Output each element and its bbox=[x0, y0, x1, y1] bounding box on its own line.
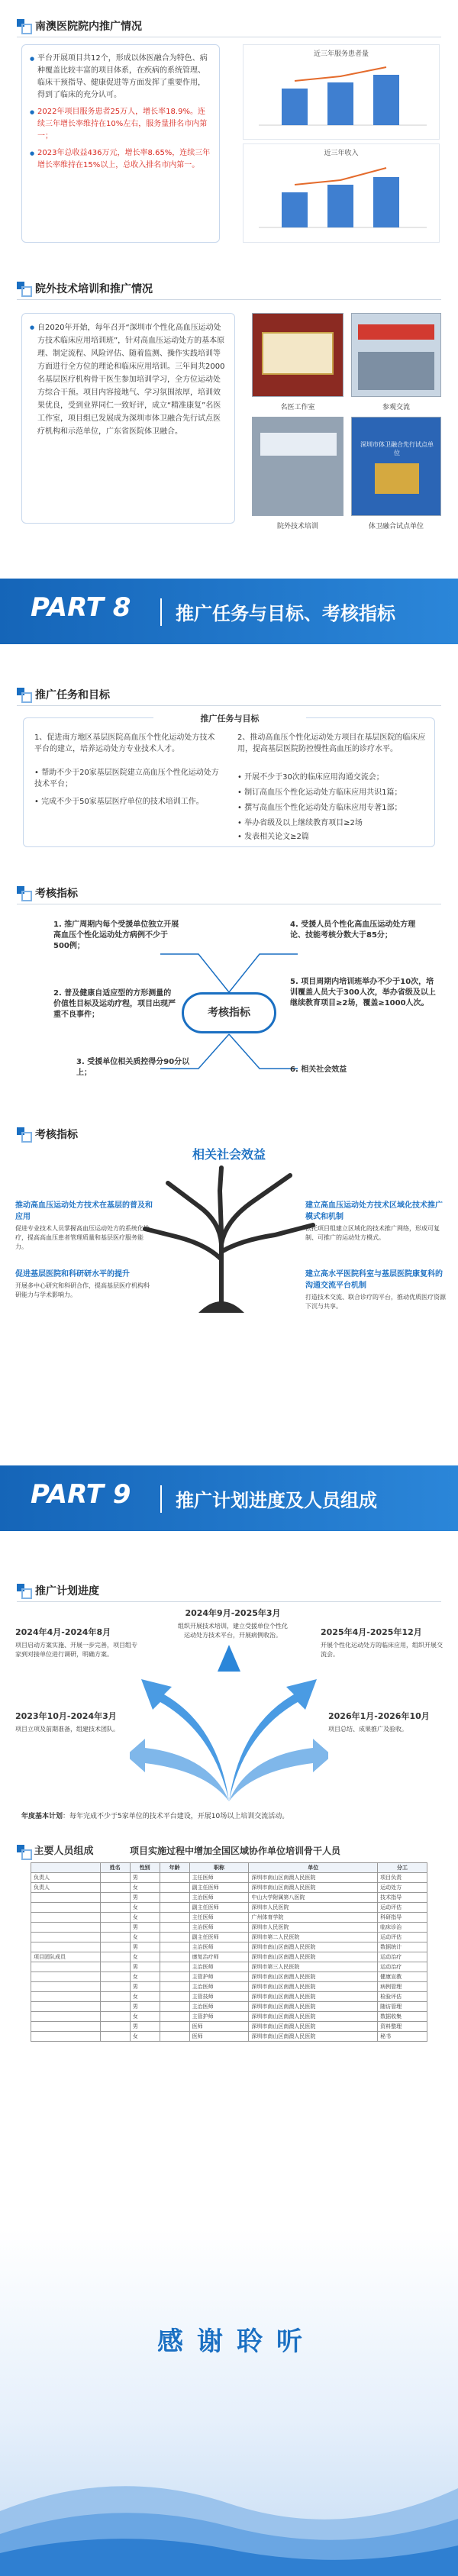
task-box bbox=[23, 714, 435, 847]
table-cell: 男 bbox=[130, 1923, 160, 1933]
task-right-b5-text: 发表相关论文≥2篇 bbox=[244, 833, 309, 841]
part-title: 推广计划进度及人员组成 bbox=[176, 1490, 377, 1511]
annual-plan bbox=[21, 1812, 441, 1822]
chart-patients bbox=[243, 44, 440, 140]
table-row bbox=[31, 1883, 427, 1893]
table-cell: 副主任医师 bbox=[189, 1933, 249, 1942]
plan-date: 2024年4月-2024年8月 bbox=[15, 1627, 111, 1637]
eval-item-5-text: 5. 项目周期内培训班举办不少于10次，培训覆盖人员大于300人次，举办省级及以上继续教育项目≥2场，覆盖≥1000人次。 bbox=[290, 978, 436, 1008]
section-title-task bbox=[17, 687, 110, 702]
table-cell bbox=[31, 2002, 101, 2012]
staff-header-cell: 单位 bbox=[249, 1863, 378, 1873]
table-cell: 主治医师 bbox=[189, 1923, 249, 1933]
closing-background bbox=[0, 2229, 458, 2576]
section-square-icon bbox=[17, 1584, 31, 1598]
table-cell bbox=[160, 1962, 189, 1972]
part-number: PART 8 bbox=[31, 592, 131, 623]
banner-divider bbox=[160, 598, 162, 626]
bar bbox=[327, 82, 353, 125]
table-cell: 副主任医师 bbox=[189, 1883, 249, 1893]
staff-header-cell bbox=[31, 1863, 101, 1873]
table-cell bbox=[100, 1972, 130, 1982]
table-cell bbox=[31, 1992, 101, 2002]
chart-title: 近三年收入 bbox=[324, 150, 359, 157]
table-cell: 运动评估 bbox=[378, 1903, 427, 1913]
table-cell bbox=[160, 1952, 189, 1962]
section-title-text: 院外技术培训和推广情况 bbox=[35, 283, 153, 295]
table-cell: 主管护师 bbox=[189, 1972, 249, 1982]
table-cell: 病例管理 bbox=[378, 1982, 427, 1992]
plan-text: 项目总结、成果推广及验收。 bbox=[328, 1726, 408, 1733]
table-cell: 女 bbox=[130, 1913, 160, 1923]
plan-date: 2025年4月-2025年12月 bbox=[321, 1627, 422, 1637]
stat-bullet-3: ● 2023年总收益436万元，增长率8.65%，连续三年增长率维持在15%以上，总收入排名市内第一。 bbox=[30, 147, 211, 172]
table-cell bbox=[100, 1933, 130, 1942]
plan-step-4 bbox=[15, 1710, 130, 1734]
table-row bbox=[31, 2032, 427, 2042]
plan-text: 项目立项及前期准备，组建技术团队。 bbox=[15, 1726, 119, 1733]
table-cell bbox=[100, 1913, 130, 1923]
part-number: PART 9 bbox=[31, 1479, 131, 1510]
table-cell: 运动治疗 bbox=[378, 1962, 427, 1972]
table-cell bbox=[160, 2002, 189, 2012]
table-cell: 中山大学附属第八医院 bbox=[249, 1893, 378, 1903]
annual-label: 年度基本计划 bbox=[21, 1813, 63, 1820]
table-cell: 数据收集 bbox=[378, 2012, 427, 2022]
table-cell: 随访管理 bbox=[378, 2002, 427, 2012]
benefit-right-2 bbox=[305, 1267, 447, 1311]
table-row bbox=[31, 1893, 427, 1903]
table-cell bbox=[100, 1942, 130, 1952]
photo-caption: 院外技术培训 bbox=[276, 523, 318, 530]
table-cell: 运动处方 bbox=[378, 1883, 427, 1893]
task-right-b4: • 举办省级及以上继续教育项目≥2场 bbox=[237, 819, 363, 827]
divider bbox=[17, 299, 441, 300]
benefit-text: 开展多中心研究和科研合作，提高基层医疗机构科研能力与学术影响力。 bbox=[15, 1282, 150, 1298]
section-title-text: 考核指标 bbox=[35, 888, 78, 900]
table-cell bbox=[100, 2032, 130, 2042]
table-cell: 数据统计 bbox=[378, 1942, 427, 1952]
plaque bbox=[262, 332, 334, 375]
table-row bbox=[31, 2002, 427, 2012]
table-cell bbox=[31, 1913, 101, 1923]
bar bbox=[373, 177, 399, 227]
task-right-b3: • 撰写高血压个性化运动处方临床应用专著1部； bbox=[237, 804, 402, 812]
photo-caption: 体卫融合试点单位 bbox=[368, 523, 424, 530]
section-title-text: 推广计划进度 bbox=[35, 1585, 99, 1598]
chart-income-plot bbox=[244, 157, 439, 237]
table-cell: 主治医师 bbox=[189, 2002, 249, 2012]
table-cell: 检验评估 bbox=[378, 1992, 427, 2002]
table-cell: 项目团队成员 bbox=[31, 1952, 101, 1962]
photo-caption: 名医工作室 bbox=[280, 404, 315, 411]
stats-card bbox=[21, 44, 220, 243]
eval-center: 考核指标 bbox=[182, 992, 276, 1033]
table-cell bbox=[100, 1923, 130, 1933]
table-row bbox=[31, 1923, 427, 1933]
section-title-eval bbox=[17, 885, 78, 901]
table-cell: 女 bbox=[130, 1903, 160, 1913]
table-cell: 科研指导 bbox=[378, 1913, 427, 1923]
screen bbox=[260, 433, 337, 456]
photo-pilot bbox=[351, 417, 441, 516]
award-text: 深圳市体卫融合先行试点单位 bbox=[360, 441, 434, 456]
eval-item-4 bbox=[290, 920, 420, 941]
staff-table bbox=[31, 1862, 427, 2042]
table-cell bbox=[100, 1903, 130, 1913]
bar bbox=[282, 192, 308, 227]
eval-item-6 bbox=[290, 1065, 405, 1075]
table-cell: 深圳市第二人民医院 bbox=[249, 1933, 378, 1942]
table-cell bbox=[100, 1962, 130, 1972]
table-cell: 男 bbox=[130, 2022, 160, 2032]
table-cell bbox=[160, 2032, 189, 2042]
table-cell: 运动治疗 bbox=[378, 1952, 427, 1962]
task-right-intro: 2、推动高血压个性化运动处方项目在基层医院的临床应用，提高基层医院防控慢性高血压的诊疗水平。 bbox=[237, 733, 426, 753]
trend-line bbox=[295, 168, 386, 185]
staff-subtitle: 项目实施过程中增加全国区域协作单位培训骨干人员 bbox=[130, 1846, 341, 1856]
task-right-b2-text: 制订高血压个性化运动处方临床应用共识1篇； bbox=[244, 788, 402, 797]
table-cell: 主任医师 bbox=[189, 1913, 249, 1923]
task-right-b4-text: 举办省级及以上继续教育项目≥2场 bbox=[244, 819, 363, 827]
table-cell: 健康宣教 bbox=[378, 1972, 427, 1982]
table-cell: 深圳市南山区南澳人民医院 bbox=[249, 2032, 378, 2042]
table-cell bbox=[100, 2002, 130, 2012]
banner-divider bbox=[160, 1485, 162, 1513]
benefit-left-2 bbox=[15, 1267, 153, 1300]
table-cell: 深圳市南山区南澳人民医院 bbox=[249, 1982, 378, 1992]
photo-visit bbox=[351, 313, 441, 397]
table-cell bbox=[160, 1933, 189, 1942]
annual-text: ：每年完成不少于5家单位的技术平台建设，开展10场以上培训交流活动。 bbox=[63, 1813, 289, 1820]
part9-banner bbox=[0, 1465, 458, 1531]
task-right-b3-text: 撰写高血压个性化运动处方临床应用专著1部； bbox=[244, 804, 402, 812]
table-cell bbox=[160, 1923, 189, 1933]
table-row bbox=[31, 1952, 427, 1962]
section-square-icon bbox=[17, 19, 31, 33]
section-title-benefit bbox=[17, 1127, 78, 1142]
table-cell: 深圳市南山区南澳人民医院 bbox=[249, 2002, 378, 2012]
table-cell: 主治医师 bbox=[189, 1982, 249, 1992]
table-cell: 男 bbox=[130, 1962, 160, 1972]
training-text: ● 自2020年开始，每年召开“深圳市个性化高血压运动处方技术临床应用培训班”，针对高血压运动处方的基本原理、制定流程、风险评估、随着监测、操作实践培训等方面进行全方位的理论和临床应用培训。三年间共2000名基层医疗机构骨干医生参加培训学习，全方位运动处方综合干预。项目内容接地气、学习氛围浓厚，培训效果优良，受到业界同仁一致好评，成立“精准康复”名医工作室，项目组已发展成为深圳市体卫融合先行试点医疗机构和示范单位，广东省医院体卫融合。 bbox=[30, 321, 227, 438]
plan-step-1 bbox=[15, 1626, 137, 1659]
plan-step-3 bbox=[321, 1626, 443, 1659]
eval-item-1 bbox=[53, 920, 183, 952]
stat-bullet-2: ● 2022年项目服务患者25万人，增长率18.9%。连续三年增长率维持在10%左右，服务量排名市内第一； bbox=[30, 106, 211, 143]
wave-decoration bbox=[0, 2420, 458, 2576]
table-cell: 男 bbox=[130, 1982, 160, 1992]
table-cell: 深圳市南山区南澳人民医院 bbox=[249, 1942, 378, 1952]
table-cell bbox=[100, 1883, 130, 1893]
section-title-text: 考核指标 bbox=[35, 1129, 78, 1141]
table-cell: 医师 bbox=[189, 2022, 249, 2032]
eval-item-4-text: 4. 受援人员个性化高血压运动处方理论、技能考核分数大于85分； bbox=[290, 920, 416, 940]
task-left-b2: • 完成不少于50家基层医疗单位的技术培训工作。 bbox=[34, 798, 204, 806]
table-cell: 男 bbox=[130, 2002, 160, 2012]
table-cell bbox=[160, 1992, 189, 2002]
table-cell: 女 bbox=[130, 1933, 160, 1942]
table-cell: 主治医师 bbox=[189, 1962, 249, 1972]
table-cell: 女 bbox=[130, 1883, 160, 1893]
table-cell bbox=[160, 1883, 189, 1893]
task-right-b1: • 开展不少于30次的临床应用沟通交流会； bbox=[237, 773, 384, 782]
staff-header-cell: 姓名 bbox=[100, 1863, 130, 1873]
table-row bbox=[31, 1933, 427, 1942]
table-cell bbox=[31, 1972, 101, 1982]
staff-header-cell: 职称 bbox=[189, 1863, 249, 1873]
staff-header-row bbox=[31, 1863, 427, 1873]
section-title-text: 南澳医院院内推广情况 bbox=[35, 21, 142, 33]
table-cell bbox=[31, 2032, 101, 2042]
plan-step-2 bbox=[176, 1607, 290, 1640]
task-left-b1-text: 帮助不少于20家基层医院建立高血压个性化运动处方技术平台； bbox=[34, 769, 219, 788]
group-people bbox=[358, 352, 434, 390]
eval-item-3-text: 3. 受援单位相关质控得分90分以上； bbox=[76, 1058, 190, 1077]
task-right-b1-text: 开展不少于30次的临床应用沟通交流会； bbox=[244, 773, 384, 782]
table-cell bbox=[160, 1893, 189, 1903]
table-cell bbox=[31, 1893, 101, 1903]
benefit-right-1 bbox=[305, 1198, 447, 1243]
staff-header-cell: 性别 bbox=[130, 1863, 160, 1873]
section-title-hospital bbox=[17, 18, 142, 34]
benefit-text: 促进专业技术人员掌握高血压运动处方的系统化诊疗，提高高血压患者管理质量和基层医疗服务能力。 bbox=[15, 1225, 150, 1250]
table-cell: 医师 bbox=[189, 2032, 249, 2042]
table-cell bbox=[100, 2012, 130, 2022]
table-cell bbox=[160, 2022, 189, 2032]
photo-training bbox=[252, 417, 344, 516]
plan-arrows-icon bbox=[130, 1641, 328, 1809]
bar bbox=[373, 75, 399, 125]
table-cell bbox=[31, 2022, 101, 2032]
table-cell: 女 bbox=[130, 1992, 160, 2002]
table-cell: 女 bbox=[130, 1972, 160, 1982]
divider bbox=[17, 705, 441, 706]
table-cell bbox=[31, 1923, 101, 1933]
table-row bbox=[31, 2012, 427, 2022]
table-cell bbox=[31, 1933, 101, 1942]
divider bbox=[17, 1601, 441, 1602]
staff-body bbox=[31, 1873, 427, 2042]
plaque bbox=[375, 463, 419, 494]
stat-bullet-1: ● 平台开展项目共12个，形成以体医融合为特色、病种覆盖比较丰富的项目体系，在疾病的系统管理、临床干预指导、健康促进等方面发挥了重要作用，得到了临床的充分认可。 bbox=[30, 53, 211, 102]
table-cell: 深圳市南山区南澳人民医院 bbox=[249, 1952, 378, 1962]
bar bbox=[282, 89, 308, 125]
table-cell: 资料整理 bbox=[378, 2022, 427, 2032]
table-row bbox=[31, 1962, 427, 1972]
section-square-icon bbox=[17, 688, 31, 701]
table-cell: 主管护师 bbox=[189, 2012, 249, 2022]
task-left-b2-text: 完成不少于50家基层医疗单位的技术培训工作。 bbox=[41, 798, 204, 806]
table-cell bbox=[160, 1942, 189, 1952]
benefit-title: 促进基层医院和科研研水平的提升 bbox=[15, 1270, 130, 1278]
eval-item-1-text: 1. 推广周期内每个受援单位独立开展高血压个性化运动处方病例不少于500例； bbox=[53, 920, 179, 950]
table-cell: 深圳市南山区南澳人民医院 bbox=[249, 1883, 378, 1893]
task-left-b1: • 帮助不少于20家基层医院建立高血压个性化运动处方技术平台； bbox=[34, 769, 219, 788]
tree-icon bbox=[130, 1160, 328, 1313]
section-square-icon bbox=[17, 282, 31, 295]
part-title: 推广任务与目标、考核指标 bbox=[176, 603, 395, 624]
table-cell: 深圳市南山区南澳人民医院 bbox=[249, 2022, 378, 2032]
table-cell: 主治医师 bbox=[189, 1893, 249, 1903]
table-cell: 主管技师 bbox=[189, 1992, 249, 2002]
section-square-icon bbox=[17, 886, 31, 900]
staff-title bbox=[17, 1843, 94, 1859]
eval-item-2-text: 2. 普及健康自适应型的方形测量的价值性目标及运动疗程，项目出现严重不良事件； bbox=[53, 989, 176, 1019]
section-title-training bbox=[17, 281, 153, 296]
benefit-text: 依托项目组建立区域化的技术推广网络，形成可复制、可推广的运动处方模式。 bbox=[305, 1225, 440, 1241]
benefit-text: 打造技术交流、联合诊疗的平台，推动优质医疗资源下沉与共享。 bbox=[305, 1294, 446, 1310]
table-cell: 主任医师 bbox=[189, 1873, 249, 1883]
plan-text: 项目启动方案实施、开展一步完善，项目组专家到对接单位进行调研，明确方案。 bbox=[15, 1642, 137, 1658]
table-row bbox=[31, 1913, 427, 1923]
table-cell: 女 bbox=[130, 2032, 160, 2042]
table-cell: 深圳市人民医院 bbox=[249, 1923, 378, 1933]
plan-text: 组织开展技术培训，建立受援单位个性化运动处方技术平台，开展病例收治。 bbox=[178, 1623, 288, 1639]
photo-award bbox=[252, 313, 344, 397]
trend-line bbox=[295, 67, 386, 81]
task-right-b2: • 制订高血压个性化运动处方临床应用共识1篇； bbox=[237, 788, 402, 797]
task-pill: 推广任务与目标 bbox=[153, 712, 306, 724]
table-row bbox=[31, 2022, 427, 2032]
bar bbox=[327, 185, 353, 227]
table-cell: 康复治疗师 bbox=[189, 1952, 249, 1962]
table-cell bbox=[100, 1873, 130, 1883]
table-row bbox=[31, 1873, 427, 1883]
table-cell: 技术指导 bbox=[378, 1893, 427, 1903]
benefit-title: 推动高血压运动处方技术在基层的普及和应用 bbox=[15, 1201, 153, 1221]
table-cell bbox=[160, 1982, 189, 1992]
table-cell bbox=[160, 1972, 189, 1982]
table-cell: 项目负责 bbox=[378, 1873, 427, 1883]
table-cell: 运动评估 bbox=[378, 1933, 427, 1942]
benefit-title: 建立高血压运动处方技术区域化技术推广模式和机制 bbox=[305, 1201, 443, 1221]
table-cell: 男 bbox=[130, 1942, 160, 1952]
plan-date: 2023年10月-2024年3月 bbox=[15, 1711, 117, 1721]
table-cell: 负责人 bbox=[31, 1873, 101, 1883]
table-row bbox=[31, 1942, 427, 1952]
plan-step-5 bbox=[328, 1710, 443, 1734]
table-cell: 深圳市南山区南澳人民医院 bbox=[249, 1972, 378, 1982]
staff-header-cell: 年龄 bbox=[160, 1863, 189, 1873]
table-cell: 深圳市南山区南澳人民医院 bbox=[249, 2012, 378, 2022]
table-cell: 深圳市第三人民医院 bbox=[249, 1962, 378, 1972]
table-cell bbox=[31, 1903, 101, 1913]
table-cell: 男 bbox=[130, 1873, 160, 1883]
benefit-left-1 bbox=[15, 1198, 153, 1252]
chart-title: 近三年服务患者量 bbox=[313, 50, 369, 58]
section-square-icon bbox=[17, 1845, 31, 1859]
table-cell bbox=[100, 1992, 130, 2002]
section-title-text: 推广任务和目标 bbox=[35, 689, 110, 701]
section-title-plan bbox=[17, 1583, 99, 1598]
table-cell bbox=[100, 1982, 130, 1992]
benefit-title: 建立高水平医院科室与基层医院康复科的沟通交流平台机制 bbox=[305, 1270, 443, 1290]
eval-item-3 bbox=[76, 1057, 191, 1078]
closing-text: 感谢聆听 bbox=[157, 2326, 316, 2357]
table-cell bbox=[160, 2012, 189, 2022]
table-row bbox=[31, 1992, 427, 2002]
table-cell bbox=[160, 1913, 189, 1923]
table-cell: 深圳市人民医院 bbox=[249, 1903, 378, 1913]
table-row bbox=[31, 1982, 427, 1992]
part8-banner bbox=[0, 579, 458, 644]
table-cell bbox=[100, 1893, 130, 1903]
table-cell: 负责人 bbox=[31, 1883, 101, 1893]
table-cell: 女 bbox=[130, 1952, 160, 1962]
benefit-center-title: 相关社会效益 bbox=[192, 1147, 266, 1162]
table-cell: 深圳市南山区南澳人民医院 bbox=[249, 1873, 378, 1883]
table-cell: 广州体育学院 bbox=[249, 1913, 378, 1923]
staff-header-cell: 分工 bbox=[378, 1863, 427, 1873]
table-cell: 临床诊治 bbox=[378, 1923, 427, 1933]
table-row bbox=[31, 1903, 427, 1913]
staff-title-text: 主要人员组成 bbox=[34, 1846, 94, 1857]
table-cell bbox=[31, 1982, 101, 1992]
table-cell bbox=[160, 1903, 189, 1913]
table-cell: 副主任医师 bbox=[189, 1903, 249, 1913]
task-left-intro: 1、促进南方地区基层医院高血压个性化运动处方技术平台的建立，培养运动处方专业技术人才。 bbox=[34, 733, 215, 753]
table-cell bbox=[100, 2022, 130, 2032]
task-right-b5: • 发表相关论文≥2篇 bbox=[237, 833, 309, 841]
table-cell bbox=[31, 2012, 101, 2022]
chart-patients-plot bbox=[244, 58, 439, 134]
table-cell bbox=[100, 1952, 130, 1962]
training-card bbox=[21, 313, 235, 524]
table-cell bbox=[31, 1962, 101, 1972]
eval-item-2 bbox=[53, 988, 176, 1020]
plan-text: 开展个性化运动处方的临床应用，组织开展交流会。 bbox=[321, 1642, 443, 1658]
table-cell bbox=[31, 1942, 101, 1952]
table-cell: 秘书 bbox=[378, 2032, 427, 2042]
photo-caption: 参观交流 bbox=[382, 404, 410, 411]
eval-item-5 bbox=[290, 977, 439, 1009]
table-cell: 女 bbox=[130, 2012, 160, 2022]
table-cell: 男 bbox=[130, 1893, 160, 1903]
table-cell bbox=[160, 1873, 189, 1883]
chart-income bbox=[243, 143, 440, 243]
eval-item-6-text: 6. 相关社会效益 bbox=[290, 1066, 347, 1074]
table-row bbox=[31, 1972, 427, 1982]
table-cell: 深圳市南山区南澳人民医院 bbox=[249, 1992, 378, 2002]
banner-red bbox=[358, 324, 434, 340]
section-square-icon bbox=[17, 1127, 31, 1141]
table-cell: 主治医师 bbox=[189, 1942, 249, 1952]
plan-date: 2026年1月-2026年10月 bbox=[328, 1711, 430, 1721]
plan-date: 2024年9月-2025年3月 bbox=[185, 1608, 281, 1618]
